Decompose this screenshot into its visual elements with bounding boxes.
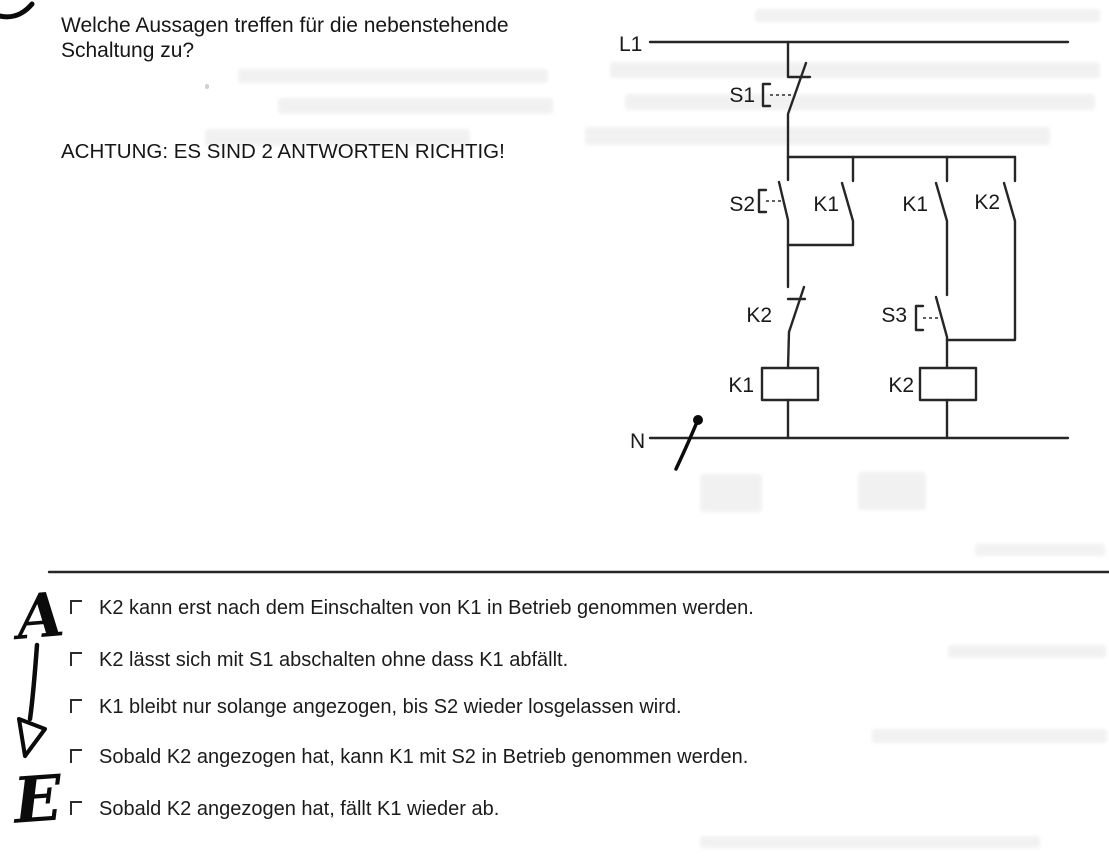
bleedthrough-artifact [610,62,1100,78]
option-text: Sobald K2 angezogen hat, kann K1 mit S2 in Betrieb genommen werden. [99,746,749,768]
option-checkbox[interactable] [70,600,82,614]
down-arrow-shaft [30,645,37,719]
option-checkbox[interactable] [70,749,82,763]
k2-coil-label: K2 [888,374,914,397]
option-text: K2 kann erst nach dem Einschalten von K1 in Betrieb genommen werden. [99,597,754,619]
answer-option-row [70,696,682,719]
bleedthrough-artifact [975,544,1105,556]
question-text: Welche Aussagen treffen für die nebenstehende Schaltung zu? [61,14,509,63]
bleedthrough-artifact [755,9,1100,22]
bleedthrough-artifact [700,474,762,512]
s3-label: S3 [881,304,907,327]
k2-aux-label: K2 [974,191,1000,214]
n-line-slash-mark [676,417,699,469]
k1-aux-contact [936,157,947,295]
k2-nc-label: K2 [746,304,772,327]
down-arrow-head [19,719,45,756]
bleedthrough-artifact [858,472,926,510]
k1-aux-label: K1 [902,193,928,216]
k1-seal-label: K1 [813,193,839,216]
bleedthrough-artifact [238,69,548,83]
option-text: K2 lässt sich mit S1 abschalten ohne dass K1 abfällt. [99,649,569,671]
rail-label-l1: L1 [619,33,643,56]
option-checkbox[interactable] [70,801,82,815]
corner-circle-stroke [0,4,32,17]
s3-switch [916,297,947,368]
answer-option-row [70,798,499,821]
scan-speck [205,84,209,89]
handwritten-answer-a: A [13,579,67,654]
bleedthrough-artifact [700,836,1040,848]
answer-option-row [70,597,754,620]
k2-nc-contact [788,245,805,368]
s1-label: S1 [729,84,755,107]
bleedthrough-artifact [625,94,1095,110]
rail-label-n: N [630,430,646,453]
n-line-dot-mark [693,415,703,425]
option-checkbox[interactable] [70,652,82,666]
s2-switch [759,157,788,245]
bleedthrough-artifact [948,645,1106,658]
answer-option-row [70,649,568,672]
k2-coil-box [920,368,976,400]
k1-seal-contact [788,157,853,245]
bleedthrough-artifact [278,98,553,114]
s1-switch [763,42,810,157]
s2-label: S2 [729,193,755,216]
option-checkbox[interactable] [70,699,82,713]
attention-note: ACHTUNG: ES SIND 2 ANTWORTEN RICHTIG! [61,140,505,163]
option-text: K1 bleibt nur solange angezogen, bis S2 wieder losgelassen wird. [99,696,682,718]
bleedthrough-artifact [872,729,1107,743]
k2-aux-contact [947,157,1015,340]
option-text: Sobald K2 angezogen hat, fällt K1 wieder ab. [99,798,500,820]
answer-option-row [70,746,748,769]
handwritten-answer-e: E [11,760,65,838]
bleedthrough-artifact [585,127,1050,145]
k1-coil-label: K1 [728,374,754,397]
k1-coil-box [762,368,818,400]
